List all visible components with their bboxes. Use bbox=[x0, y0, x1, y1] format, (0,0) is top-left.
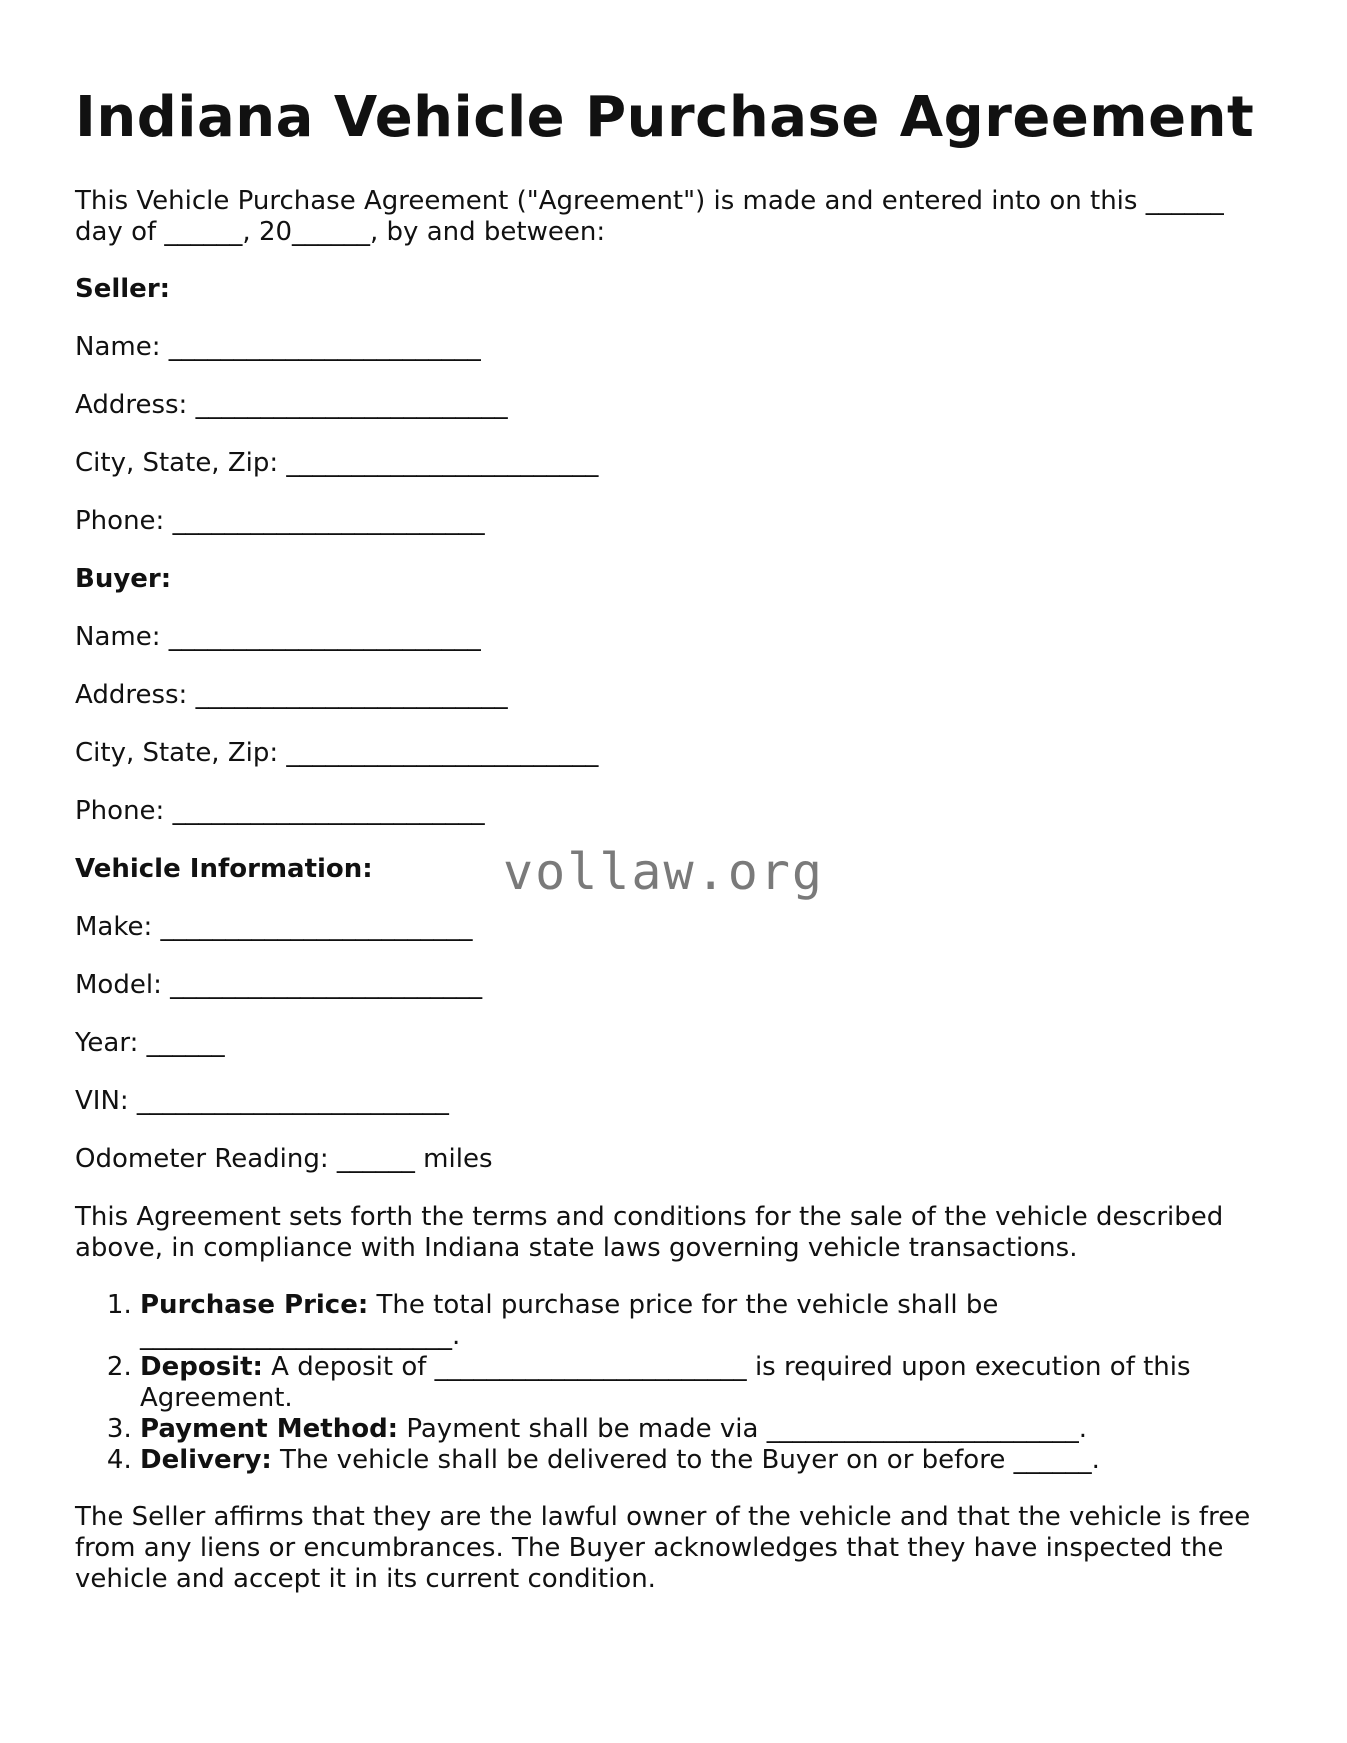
clause-text: The total purchase price for the vehicle shall be ________________________. bbox=[140, 1290, 999, 1352]
seller-phone-field: Phone: ________________________ bbox=[75, 506, 485, 537]
buyer-heading: Buyer: bbox=[75, 564, 172, 595]
list-item bbox=[140, 1445, 1320, 1476]
clause-text: The vehicle shall be delivered to the Buyer on or before ______. bbox=[271, 1445, 1100, 1476]
clause-text: A deposit of ________________________ is required upon execution of this Agreement. bbox=[140, 1352, 1191, 1414]
vehicle-model-field: Model: ________________________ bbox=[75, 970, 483, 1001]
intro-paragraph: This Vehicle Purchase Agreement ("Agreement") is made and entered into on this ______ day of ______, 20______, by and between: bbox=[75, 186, 1224, 248]
closing-paragraph: The Seller affirms that they are the lawful owner of the vehicle and that the vehicle is free from any liens or encumbrances. The Buyer acknowledges that they have inspected the vehicle and accept it in its current condition. bbox=[75, 1502, 1251, 1595]
buyer-name-field: Name: ________________________ bbox=[75, 622, 481, 653]
seller-name-field: Name: ________________________ bbox=[75, 332, 481, 363]
clause-label: Delivery: bbox=[140, 1445, 272, 1476]
vehicle-vin-field: VIN: ________________________ bbox=[75, 1086, 449, 1117]
document-title: Indiana Vehicle Purchase Agreement bbox=[75, 85, 1255, 150]
seller-address-field: Address: ________________________ bbox=[75, 390, 508, 421]
clause-label: Deposit: bbox=[140, 1352, 263, 1383]
list-item bbox=[140, 1352, 1320, 1414]
watermark: vollaw.org bbox=[503, 843, 825, 901]
document-page bbox=[75, 86, 1275, 1595]
terms-intro-paragraph: This Agreement sets forth the terms and conditions for the sale of the vehicle described above, in compliance with Indiana state laws governing vehicle transactions. bbox=[75, 1202, 1224, 1264]
vehicle-heading: Vehicle Information: bbox=[75, 854, 373, 885]
vehicle-odometer-field: Odometer Reading: ______ miles bbox=[75, 1144, 493, 1175]
list-item bbox=[140, 1290, 1320, 1352]
clause-label: Purchase Price: bbox=[140, 1290, 369, 1321]
terms-list bbox=[75, 1290, 1320, 1476]
buyer-phone-field: Phone: ________________________ bbox=[75, 796, 485, 827]
list-item bbox=[140, 1414, 1320, 1445]
buyer-city-state-zip-field: City, State, Zip: ________________________ bbox=[75, 738, 599, 769]
seller-city-state-zip-field: City, State, Zip: ________________________ bbox=[75, 448, 599, 479]
seller-heading: Seller: bbox=[75, 274, 171, 305]
clause-label: Payment Method: bbox=[140, 1414, 399, 1445]
buyer-address-field: Address: ________________________ bbox=[75, 680, 508, 711]
clause-text: Payment shall be made via ________________________. bbox=[398, 1414, 1087, 1445]
vehicle-make-field: Make: ________________________ bbox=[75, 912, 473, 943]
vehicle-year-field: Year: ______ bbox=[75, 1028, 225, 1059]
